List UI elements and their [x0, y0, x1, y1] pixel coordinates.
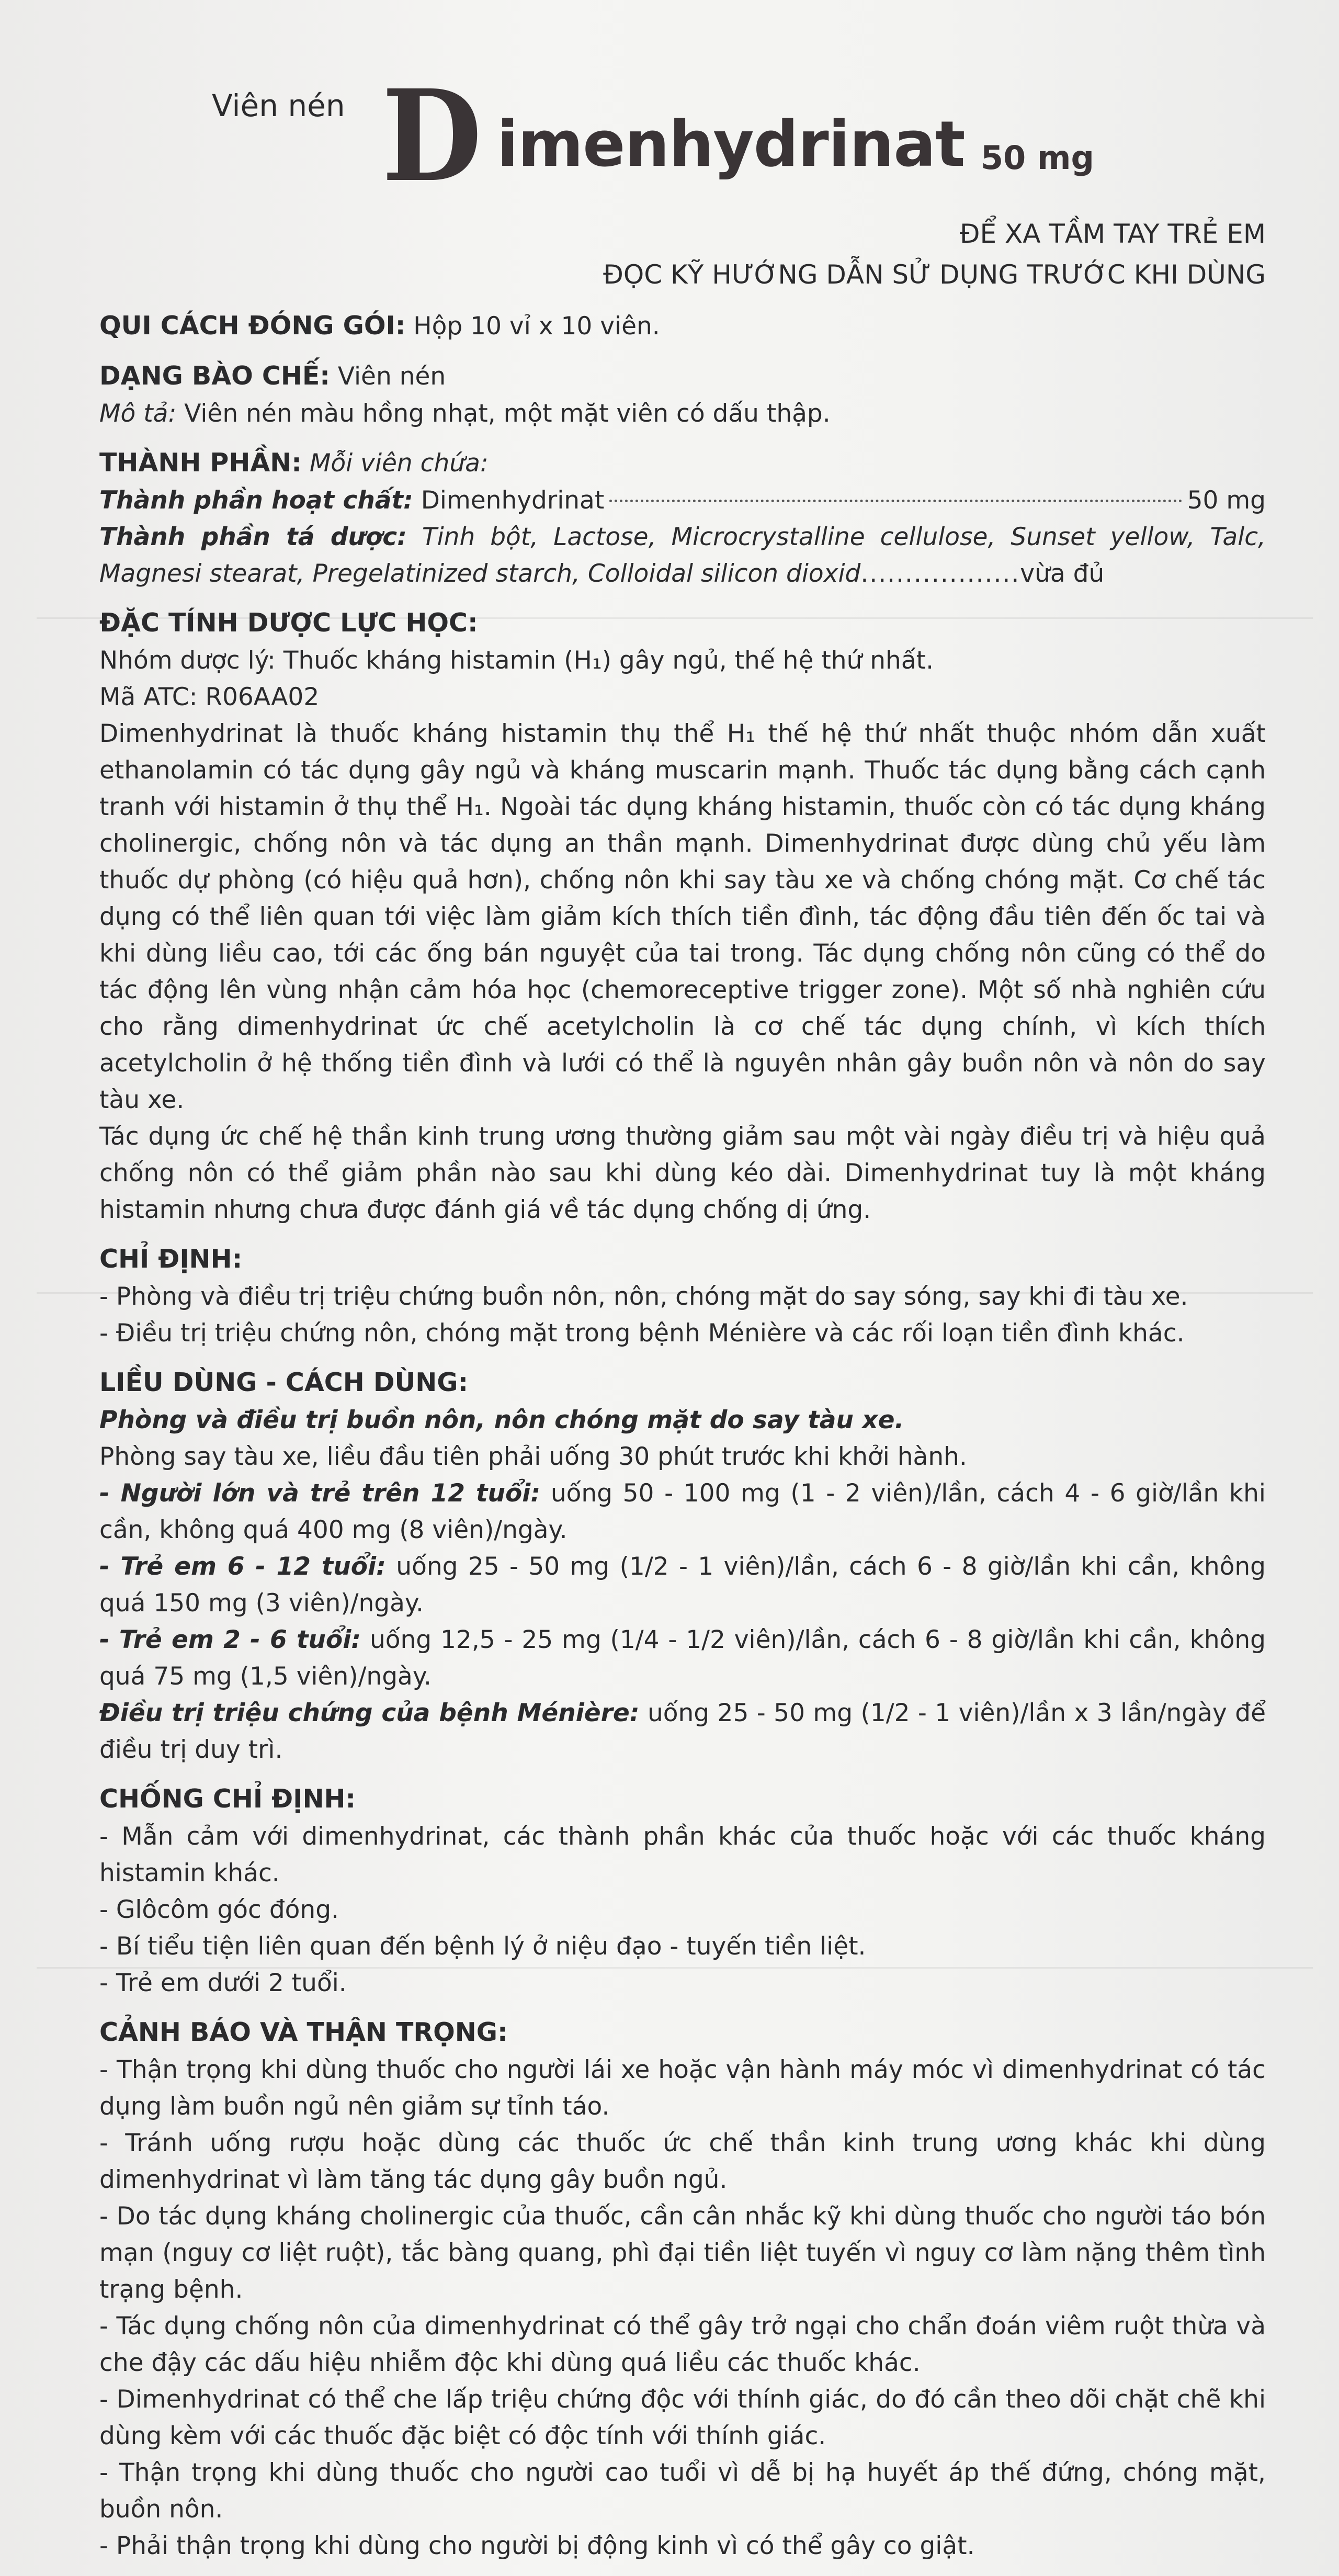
list-item: - Tránh uống rượu hoặc dùng các thuốc ức chế thần kinh trung ương khác khi dùng dimenhydrinat vì làm tăng tác dụng gây buồn ngủ. — [99, 2129, 1266, 2194]
dosage-subheading: Phòng và điều trị buồn nôn, nôn chóng mặt do say tàu xe. — [99, 1406, 904, 1434]
dosage-form-section — [99, 357, 1266, 432]
dosage-form-prefix: Viên nén — [212, 88, 345, 123]
contraindications-section — [99, 1780, 1266, 2002]
adult-dose-text: uống 50 - 100 mg (1 - 2 viên)/lần, cách 4 - 6 giờ/lần khi cần, không quá 400 mg (8 viên)/ngày. — [99, 1479, 1266, 1544]
excipient-label: Thành phần tá dược: — [99, 523, 407, 551]
leaflet-content — [99, 62, 1266, 2564]
packaging-section — [99, 307, 1266, 345]
description-text: Viên nén màu hồng nhạt, một mặt viên có dấu thập. — [176, 399, 831, 428]
dosage-form-label: DẠNG BÀO CHẾ: — [99, 361, 330, 391]
packaging-label: QUI CÁCH ĐÓNG GÓI: — [99, 311, 406, 341]
pharmacology-group: Nhóm dược lý: Thuốc kháng histamin (H₁) gây ngủ, thế hệ thứ nhất. — [99, 646, 934, 675]
list-item: - Trẻ em dưới 2 tuổi. — [99, 1969, 347, 1997]
child-2-6-dose-text: uống 12,5 - 25 mg (1/4 - 1/2 viên)/lần, cách 6 - 8 giờ/lần khi cần, không quá 75 mg (1,5 viên)/ngày. — [99, 1625, 1266, 1691]
packaging-text: Hộp 10 vỉ x 10 viên. — [405, 312, 660, 341]
dosage-intro: Phòng say tàu xe, liều đầu tiên phải uống 30 phút trước khi khởi hành. — [99, 1442, 967, 1471]
description-label: Mô tả: — [99, 399, 177, 428]
composition-section — [99, 444, 1266, 592]
contraindications-heading: CHỐNG CHỈ ĐỊNH: — [99, 1784, 356, 1814]
list-item: - Thận trọng khi dùng thuốc cho người lái xe hoặc vận hành máy móc vì dimenhydrinat có tác dụng làm buồn ngủ nên giảm sự tỉnh táo. — [99, 2055, 1266, 2121]
adult-dose-label: - Người lớn và trẻ trên 12 tuổi: — [99, 1479, 541, 1508]
pharmacology-heading: ĐẶC TÍNH DƯỢC LỰC HỌC: — [99, 608, 478, 638]
logo-letter: D — [382, 62, 482, 210]
active-ingredient-label: Thành phần hoạt chất: — [99, 486, 413, 515]
pharmacology-section — [99, 604, 1266, 1228]
atc-code: Mã ATC: R06AA02 — [99, 683, 320, 711]
pharmacology-paragraph-2: Tác dụng ức chế hệ thần kinh trung ương thường giảm sau một vài ngày điều trị và hiệu quả chống nôn có thể giảm phần nào sau khi dùng kéo dài. Dimenhydrinat tuy là một kháng histamin nhưng chưa được đánh giá về tác dụng chống dị ứng. — [99, 1122, 1266, 1224]
meniere-dose-label: Điều trị triệu chứng của bệnh Ménière: — [99, 1699, 640, 1727]
list-item: - Thận trọng khi dùng thuốc cho người cao tuổi vì dễ bị hạ huyết áp thế đứng, chóng mặt, buồn nôn. — [99, 2458, 1266, 2524]
excipient-amount: vừa đủ — [1020, 559, 1105, 588]
excipient-list: Tinh bột, Lactose, Microcrystalline cellulose, Sunset yellow, Talc, Magnesi stearat, Pregelatinized starch, Colloidal silicon dioxid — [99, 523, 1266, 588]
list-item: - Do tác dụng kháng cholinergic của thuốc, cần cân nhắc kỹ khi dùng thuốc cho người táo bón mạn (nguy cơ liệt ruột), tắc bàng quang, phì đại tiền liệt tuyến vì nguy cơ làm nặng thêm tình trạng bệnh. — [99, 2202, 1266, 2304]
dosage-form-text: Viên nén — [330, 362, 446, 391]
child-6-12-dose-text: uống 25 - 50 mg (1/2 - 1 viên)/lần, cách 6 - 8 giờ/lần khi cần, không quá 150 mg (3 viên)/ngày. — [99, 1552, 1266, 1618]
child-6-12-dose-label: - Trẻ em 6 - 12 tuổi: — [99, 1552, 386, 1581]
composition-label: THÀNH PHẦN: — [99, 448, 302, 478]
pharmacology-paragraph-1: Dimenhydrinat là thuốc kháng histamin thụ thể H₁ thế hệ thứ nhất thuộc nhóm dẫn xuất ethanolamin có tác dụng gây ngủ và kháng muscarin mạnh. Thuốc tác dụng bằng cách cạnh tranh với histamin ở thụ thể H₁. Ngoài tác dụng kháng histamin, thuốc còn có tác dụng kháng cholinergic, chống nôn và tác dụng an thần mạnh. Dimenhydrinat được dùng chủ yếu làm thuốc dự phòng (có hiệu quả hơn), chống nôn khi say tàu xe và chống chóng mặt. Cơ chế tác dụng có thể liên quan tới việc làm giảm kích thích tiền đình, tác động đầu tiên đến ốc tai và khi dùng liều cao, tới các ống bán nguyệt của tai trong. Tác dụng chống nôn cũng có thể do tác động lên vùng nhận cảm hóa học (chemoreceptive trigger zone). Một số nhà nghiên cứu cho rằng dimenhydrinat ức chế acetylcholin là cơ chế tác dụng chính, vì kích thích acetylcholin ở hệ thống tiền đình và lưới có thể là nguyên nhân gây buồn nôn và nôn do say tàu xe. — [99, 719, 1266, 1114]
product-name: imenhydrinat — [497, 108, 965, 181]
list-item: - Phải thận trọng khi dùng cho người bị động kinh vì có thể gây co giật. — [99, 2532, 975, 2560]
list-item: - Điều trị triệu chứng nôn, chóng mặt trong bệnh Ménière và các rối loạn tiền đình khác. — [99, 1319, 1185, 1348]
dot-leader — [609, 500, 1182, 502]
active-ingredient-amount: 50 mg — [1187, 486, 1266, 515]
list-item: - Tác dụng chống nôn của dimenhydrinat có thể gây trở ngại cho chẩn đoán viêm ruột thừa và che đậy các dấu hiệu nhiễm độc khi dùng quá liều các thuốc khác. — [99, 2312, 1266, 2377]
read-instructions-warning: ĐỌC KỸ HƯỚNG DẪN SỬ DỤNG TRƯỚC KHI DÙNG — [603, 259, 1266, 290]
list-item: - Glôcôm góc đóng. — [99, 1895, 339, 1924]
child-2-6-dose-label: - Trẻ em 2 - 6 tuổi: — [99, 1625, 361, 1654]
list-item: - Mẫn cảm với dimenhydrinat, các thành phần khác của thuốc hoặc với các thuốc kháng histamin khác. — [99, 1822, 1266, 1888]
active-ingredient-row — [99, 482, 1266, 519]
warnings-heading: CẢNH BÁO VÀ THẬN TRỌNG: — [99, 2017, 508, 2047]
safety-warnings — [99, 213, 1266, 295]
dosage-heading: LIỀU DÙNG - CÁCH DÙNG: — [99, 1368, 469, 1397]
list-item: - Phòng và điều trị triệu chứng buồn nôn, nôn, chóng mặt do say sóng, say khi đi tàu xe. — [99, 1282, 1188, 1311]
product-strength: 50 mg — [981, 139, 1094, 177]
dosage-section — [99, 1363, 1266, 1768]
per-tablet-text: Mỗi viên chứa: — [301, 449, 489, 478]
product-title — [99, 62, 1266, 210]
excipient-row: Thành phần tá dược: Tinh bột, Lactose, Microcrystalline cellulose, Sunset yellow, Talc, Magnesi stearat, Pregelatinized starch, Colloidal silicon dioxid..................vừa đủ — [99, 523, 1266, 588]
indications-heading: CHỈ ĐỊNH: — [99, 1244, 243, 1274]
list-item: - Bí tiểu tiện liên quan đến bệnh lý ở niệu đạo - tuyến tiền liệt. — [99, 1932, 866, 1961]
list-item: - Dimenhydrinat có thể che lấp triệu chứng độc với thính giác, do đó cần theo dõi chặt chẽ khi dùng kèm với các thuốc đặc biệt có độc tính với thính giác. — [99, 2385, 1266, 2450]
indications-section — [99, 1240, 1266, 1352]
active-ingredient-name: Dimenhydrinat — [413, 486, 605, 515]
warnings-section — [99, 2013, 1266, 2564]
keep-away-warning: ĐỂ XA TẦM TAY TRẺ EM — [959, 219, 1266, 249]
meniere-dose-text: uống 25 - 50 mg (1/2 - 1 viên)/lần x 3 lần/ngày để điều trị duy trì. — [99, 1699, 1266, 1764]
